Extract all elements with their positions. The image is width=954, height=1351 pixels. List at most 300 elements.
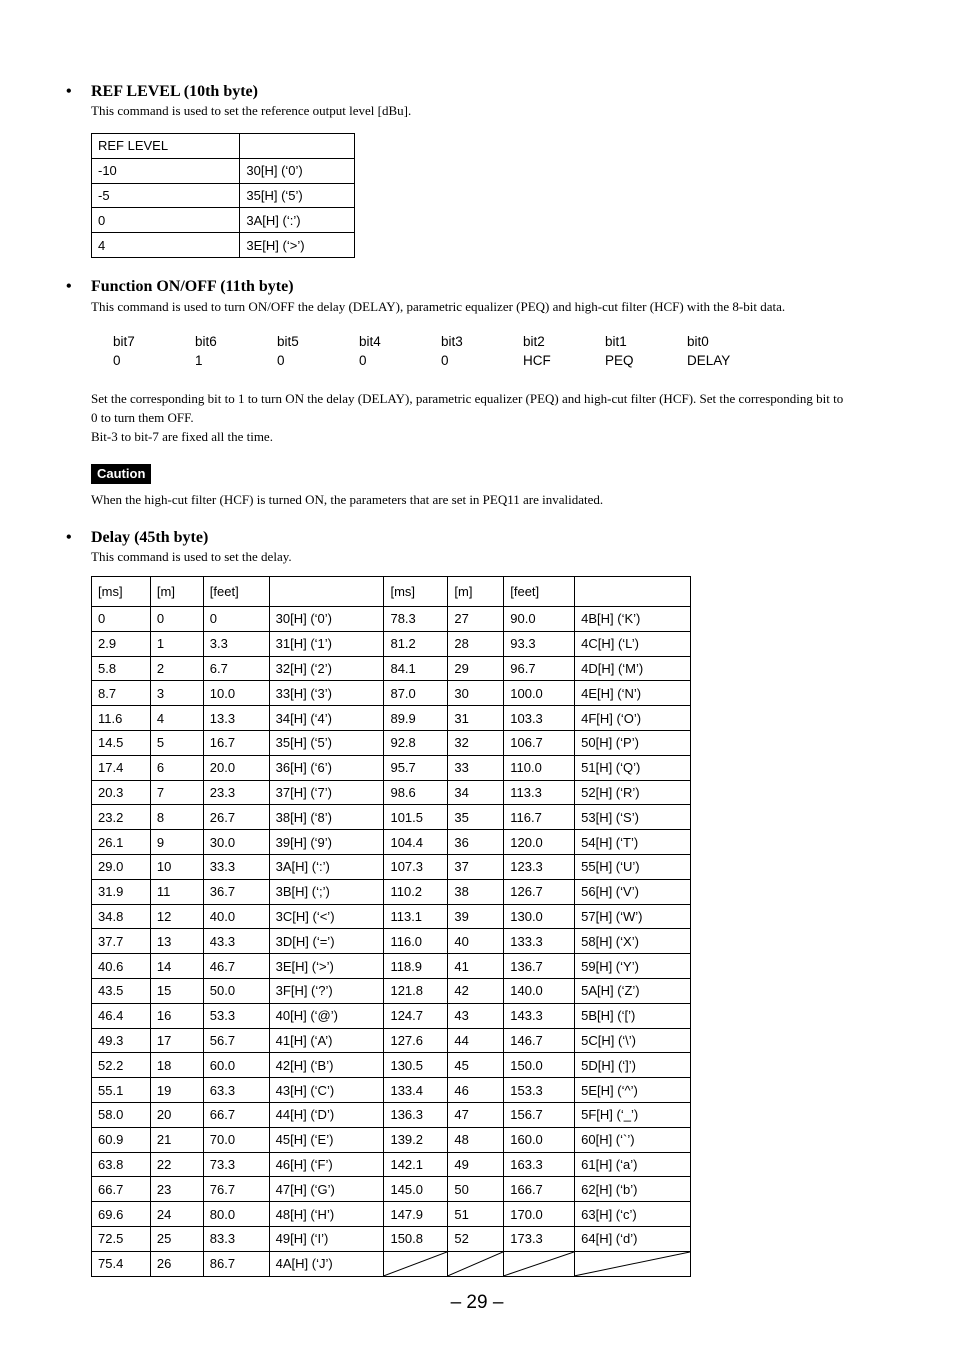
table-cell: 2.9 (92, 631, 151, 656)
bit-values-row (113, 353, 769, 372)
bullet: • (66, 278, 72, 295)
bit-label: bit0 (687, 334, 709, 349)
table-row (92, 1102, 691, 1127)
table-cell: 23 (150, 1177, 203, 1202)
table-cell: 61[H] (‘a’) (575, 1152, 691, 1177)
table-cell: 39[H] (‘9’) (269, 830, 384, 855)
table-cell (269, 577, 384, 607)
ref-level-heading-text: REF LEVEL (10th byte) (91, 83, 258, 100)
table-cell: 50[H] (‘P’) (575, 730, 691, 755)
table-cell: 18 (150, 1053, 203, 1078)
delay-description: This command is used to set the delay. (91, 549, 292, 564)
table-cell: 34[H] (‘4’) (269, 706, 384, 731)
table-cell: 39 (448, 904, 504, 929)
table-cell: 57[H] (‘W’) (575, 904, 691, 929)
table-cell: 3B[H] (‘;’) (269, 879, 384, 904)
table-cell: 23.3 (203, 780, 269, 805)
table-cell: 54[H] (‘T’) (575, 830, 691, 855)
table-cell: 47[H] (‘G’) (269, 1177, 384, 1202)
table-row (92, 978, 691, 1003)
table-cell: 3 (150, 681, 203, 706)
table-cell: 33 (448, 755, 504, 780)
table-header-row (92, 577, 691, 607)
table-cell: 32 (448, 730, 504, 755)
table-cell: 10.0 (203, 681, 269, 706)
table-cell: 38[H] (‘8’) (269, 805, 384, 830)
table-cell: 37 (448, 854, 504, 879)
table-row (92, 879, 691, 904)
table-cell: 44[H] (‘D’) (269, 1102, 384, 1127)
table-cell: 4D[H] (‘M’) (575, 656, 691, 681)
table-cell: 29.0 (92, 854, 151, 879)
table-cell: 46.4 (92, 1003, 151, 1028)
diagonal-slash-icon (384, 1252, 447, 1276)
table-cell: 95.7 (384, 755, 448, 780)
bullet: • (66, 529, 72, 546)
table-cell: 0 (150, 607, 203, 632)
table-cell: 36.7 (203, 879, 269, 904)
table-row (92, 607, 691, 632)
table-cell: 1 (150, 631, 203, 656)
table-cell: 37.7 (92, 929, 151, 954)
delay-heading-text: Delay (45th byte) (91, 529, 209, 546)
bit-value: HCF (523, 353, 551, 368)
table-cell: 104.4 (384, 830, 448, 855)
table-cell: 50 (448, 1177, 504, 1202)
table-cell: 10 (150, 854, 203, 879)
table-cell: 110.2 (384, 879, 448, 904)
table-cell: 5 (150, 730, 203, 755)
table-cell: 31.9 (92, 879, 151, 904)
table-cell: 9 (150, 830, 203, 855)
table-cell: 58.0 (92, 1102, 151, 1127)
table-cell: 3D[H] (‘=’) (269, 929, 384, 954)
table-cell: 8 (150, 805, 203, 830)
table-cell: 163.3 (504, 1152, 575, 1177)
bit-table (113, 334, 769, 372)
table-row (92, 183, 355, 208)
table-cell: 120.0 (504, 830, 575, 855)
table-cell: 55[H] (‘U’) (575, 854, 691, 879)
table-cell: 40[H] (‘@’) (269, 1003, 384, 1028)
ref-level-heading (66, 83, 258, 101)
table-cell: 24 (150, 1202, 203, 1227)
table-cell: 17 (150, 1028, 203, 1053)
table-cell: 43.3 (203, 929, 269, 954)
table-cell: 100.0 (504, 681, 575, 706)
table-cell: 139.2 (384, 1127, 448, 1152)
table-cell: -5 (92, 183, 240, 208)
table-row (92, 1177, 691, 1202)
table-cell: 13 (150, 929, 203, 954)
function-note-line2: Bit-3 to bit-7 are fixed all the time. (91, 429, 273, 444)
table-cell: 81.2 (384, 631, 448, 656)
table-cell: 53[H] (‘S’) (575, 805, 691, 830)
table-cell: 78.3 (384, 607, 448, 632)
table-cell: 146.7 (504, 1028, 575, 1053)
table-row (92, 233, 355, 258)
bullet: • (66, 83, 72, 100)
table-row (92, 1028, 691, 1053)
table-cell: 48 (448, 1127, 504, 1152)
table-cell: 0 (203, 607, 269, 632)
table-cell: 12 (150, 904, 203, 929)
table-cell: 50.0 (203, 978, 269, 1003)
table-cell: 3A[H] (‘:’) (240, 208, 355, 233)
table-cell: 4C[H] (‘L’) (575, 631, 691, 656)
table-cell: 4 (92, 233, 240, 258)
table-cell: 5.8 (92, 656, 151, 681)
table-cell: 98.6 (384, 780, 448, 805)
bit-label: bit6 (195, 334, 217, 349)
table-cell: 63.3 (203, 1078, 269, 1103)
table-row (92, 631, 691, 656)
table-cell: 83.3 (203, 1226, 269, 1251)
table-cell: [ms] (92, 577, 151, 607)
bit-label: bit3 (441, 334, 463, 349)
table-cell: 6 (150, 755, 203, 780)
table-cell: 124.7 (384, 1003, 448, 1028)
table-cell: 28 (448, 631, 504, 656)
table-cell: 136.7 (504, 954, 575, 979)
table-cell: 75.4 (92, 1251, 151, 1276)
page-number: – 29 – (450, 1292, 504, 1313)
table-cell: 64[H] (‘d’) (575, 1226, 691, 1251)
table-cell: 3C[H] (‘<’) (269, 904, 384, 929)
table-cell: 55.1 (92, 1078, 151, 1103)
table-cell: 38 (448, 879, 504, 904)
table-cell: 133.4 (384, 1078, 448, 1103)
table-cell: 51[H] (‘Q’) (575, 755, 691, 780)
table-row (92, 1127, 691, 1152)
bit-label: bit1 (605, 334, 627, 349)
table-row (92, 954, 691, 979)
bit-value: 0 (441, 353, 449, 368)
table-cell: 0 (92, 607, 151, 632)
table-cell: 14.5 (92, 730, 151, 755)
ref-level-description: This command is used to set the reference output level [dBu]. (91, 103, 412, 118)
table-cell: 6.7 (203, 656, 269, 681)
table-row (92, 1251, 691, 1276)
diagonal-slash-icon (448, 1252, 503, 1276)
table-row (92, 656, 691, 681)
table-cell: 45[H] (‘E’) (269, 1127, 384, 1152)
table-header-row (92, 134, 355, 159)
table-cell: 116.0 (384, 929, 448, 954)
table-cell: 43.5 (92, 978, 151, 1003)
table-cell: 41[H] (‘A’) (269, 1028, 384, 1053)
table-row (92, 1202, 691, 1227)
table-cell: 31[H] (‘1’) (269, 631, 384, 656)
table-cell: 89.9 (384, 706, 448, 731)
table-cell: 92.8 (384, 730, 448, 755)
table-row (92, 830, 691, 855)
bit-label: bit2 (523, 334, 545, 349)
table-cell: 72.5 (92, 1226, 151, 1251)
table-cell: 46 (448, 1078, 504, 1103)
table-cell: 70.0 (203, 1127, 269, 1152)
table-cell: 35[H] (‘5’) (240, 183, 355, 208)
table-cell: 51 (448, 1202, 504, 1227)
table-cell: 47 (448, 1102, 504, 1127)
table-cell: 66.7 (92, 1177, 151, 1202)
table-cell: 11 (150, 879, 203, 904)
table-cell: 153.3 (504, 1078, 575, 1103)
table-cell: 116.7 (504, 805, 575, 830)
table-cell: 40.6 (92, 954, 151, 979)
table-cell: 130.5 (384, 1053, 448, 1078)
table-cell: 46.7 (203, 954, 269, 979)
table-cell: 49[H] (‘I’) (269, 1226, 384, 1251)
table-cell: 2 (150, 656, 203, 681)
table-row (92, 681, 691, 706)
table-cell: 7 (150, 780, 203, 805)
bit-value: DELAY (687, 353, 731, 368)
table-cell: 5D[H] (‘]’) (575, 1053, 691, 1078)
bit-value: PEQ (605, 353, 634, 368)
table-cell: 53.3 (203, 1003, 269, 1028)
table-cell: 14 (150, 954, 203, 979)
table-cell: 142.1 (384, 1152, 448, 1177)
table-cell: 136.3 (384, 1102, 448, 1127)
table-cell: 40.0 (203, 904, 269, 929)
table-cell: 49.3 (92, 1028, 151, 1053)
table-cell: 156.7 (504, 1102, 575, 1127)
table-cell: 34.8 (92, 904, 151, 929)
table-cell: 13.3 (203, 706, 269, 731)
table-cell: 147.9 (384, 1202, 448, 1227)
table-cell: 4A[H] (‘J’) (269, 1251, 384, 1276)
table-cell: 3E[H] (‘>’) (269, 954, 384, 979)
table-cell: 30[H] (‘0’) (269, 607, 384, 632)
table-cell: 103.3 (504, 706, 575, 731)
table-cell: 3.3 (203, 631, 269, 656)
ref-level-table (91, 133, 355, 258)
table-cell: 29 (448, 656, 504, 681)
table-cell: 16 (150, 1003, 203, 1028)
empty-cell-slash (384, 1251, 448, 1276)
table-cell: 60[H] (‘`’) (575, 1127, 691, 1152)
ref-level-table-body (92, 134, 355, 258)
table-cell: 52[H] (‘R’) (575, 780, 691, 805)
table-cell: 48[H] (‘H’) (269, 1202, 384, 1227)
table-cell: 27 (448, 607, 504, 632)
table-cell: 84.1 (384, 656, 448, 681)
table-row (92, 1003, 691, 1028)
table-cell: [m] (448, 577, 504, 607)
caution-text: When the high-cut filter (HCF) is turned ON, the parameters that are set in PEQ11 are invalidated. (91, 492, 604, 507)
table-cell: 3F[H] (‘?’) (269, 978, 384, 1003)
bit-label: bit7 (113, 334, 135, 349)
table-cell: 113.1 (384, 904, 448, 929)
table-cell: 8.7 (92, 681, 151, 706)
table-cell: 173.3 (504, 1226, 575, 1251)
table-cell: 20.3 (92, 780, 151, 805)
table-cell: 33.3 (203, 854, 269, 879)
table-cell: 40 (448, 929, 504, 954)
table-cell: 90.0 (504, 607, 575, 632)
table-cell: 30.0 (203, 830, 269, 855)
table-cell: 52.2 (92, 1053, 151, 1078)
table-row (92, 730, 691, 755)
table-cell: 31 (448, 706, 504, 731)
table-cell: 145.0 (384, 1177, 448, 1202)
table-cell: 166.7 (504, 1177, 575, 1202)
table-cell: REF LEVEL (92, 134, 240, 159)
table-cell: 36 (448, 830, 504, 855)
table-cell (575, 577, 691, 607)
empty-cell-slash (575, 1251, 691, 1276)
table-cell: 35 (448, 805, 504, 830)
table-cell: 101.5 (384, 805, 448, 830)
table-cell: 4B[H] (‘K’) (575, 607, 691, 632)
table-cell: 56.7 (203, 1028, 269, 1053)
table-cell: 5E[H] (‘^’) (575, 1078, 691, 1103)
table-cell: [ms] (384, 577, 448, 607)
table-cell: 15 (150, 978, 203, 1003)
table-cell: 41 (448, 954, 504, 979)
table-row (92, 755, 691, 780)
table-cell: 76.7 (203, 1177, 269, 1202)
bit-label: bit5 (277, 334, 299, 349)
table-row (92, 1078, 691, 1103)
table-cell: 118.9 (384, 954, 448, 979)
table-cell: 43 (448, 1003, 504, 1028)
table-cell: 150.0 (504, 1053, 575, 1078)
table-cell: 11.6 (92, 706, 151, 731)
table-cell: 30[H] (‘0’) (240, 158, 355, 183)
table-cell: 127.6 (384, 1028, 448, 1053)
delay-table (91, 576, 691, 1277)
table-cell: 20.0 (203, 755, 269, 780)
table-cell: 5B[H] (‘[’) (575, 1003, 691, 1028)
table-cell (240, 134, 355, 159)
table-cell: 4F[H] (‘O’) (575, 706, 691, 731)
bit-value: 0 (359, 353, 367, 368)
table-cell: 150.8 (384, 1226, 448, 1251)
table-cell: 123.3 (504, 854, 575, 879)
table-cell: [feet] (203, 577, 269, 607)
function-onoff-description: This command is used to turn ON/OFF the delay (DELAY), parametric equalizer (PEQ) and high-cut filter (HCF) with the 8-bit data. (91, 299, 786, 314)
table-cell: 140.0 (504, 978, 575, 1003)
table-cell: 58[H] (‘X’) (575, 929, 691, 954)
table-cell: 42[H] (‘B’) (269, 1053, 384, 1078)
table-cell: 44 (448, 1028, 504, 1053)
table-cell: 26.1 (92, 830, 151, 855)
table-row (92, 929, 691, 954)
table-cell: 36[H] (‘6’) (269, 755, 384, 780)
table-cell: 113.3 (504, 780, 575, 805)
table-cell: -10 (92, 158, 240, 183)
function-onoff-heading-text: Function ON/OFF (11th byte) (91, 278, 294, 295)
table-cell: 59[H] (‘Y’) (575, 954, 691, 979)
table-cell: 121.8 (384, 978, 448, 1003)
table-cell: 30 (448, 681, 504, 706)
table-cell: 22 (150, 1152, 203, 1177)
table-cell: 17.4 (92, 755, 151, 780)
table-cell: 4E[H] (‘N’) (575, 681, 691, 706)
table-cell: 126.7 (504, 879, 575, 904)
table-row (92, 805, 691, 830)
table-cell: 0 (92, 208, 240, 233)
table-cell: [feet] (504, 577, 575, 607)
table-cell: 25 (150, 1226, 203, 1251)
table-cell: 3E[H] (‘>’) (240, 233, 355, 258)
table-cell: 52 (448, 1226, 504, 1251)
table-cell: 3A[H] (‘:’) (269, 854, 384, 879)
table-row (92, 1053, 691, 1078)
delay-table-body (92, 577, 691, 1277)
table-cell: 69.6 (92, 1202, 151, 1227)
table-cell: 35[H] (‘5’) (269, 730, 384, 755)
table-cell: 87.0 (384, 681, 448, 706)
table-cell: 32[H] (‘2’) (269, 656, 384, 681)
table-cell: 170.0 (504, 1202, 575, 1227)
caution-badge: Caution (91, 464, 151, 484)
table-cell: 93.3 (504, 631, 575, 656)
table-row (92, 780, 691, 805)
table-cell: 37[H] (‘7’) (269, 780, 384, 805)
table-cell: 4 (150, 706, 203, 731)
table-cell: 23.2 (92, 805, 151, 830)
table-cell: 110.0 (504, 755, 575, 780)
table-cell: 34 (448, 780, 504, 805)
bit-value: 0 (277, 353, 285, 368)
diagonal-slash-icon (504, 1252, 574, 1276)
table-cell: 60.0 (203, 1053, 269, 1078)
table-cell: 66.7 (203, 1102, 269, 1127)
table-row (92, 706, 691, 731)
bit-value: 1 (195, 353, 203, 368)
bit-value: 0 (113, 353, 121, 368)
table-cell: 5C[H] (‘\’) (575, 1028, 691, 1053)
table-cell: 45 (448, 1053, 504, 1078)
table-row (92, 208, 355, 233)
table-cell: [m] (150, 577, 203, 607)
table-row (92, 854, 691, 879)
diagonal-slash-icon (575, 1252, 690, 1276)
table-cell: 26.7 (203, 805, 269, 830)
table-cell: 42 (448, 978, 504, 1003)
table-cell: 96.7 (504, 656, 575, 681)
table-cell: 26 (150, 1251, 203, 1276)
table-cell: 133.3 (504, 929, 575, 954)
table-cell: 20 (150, 1102, 203, 1127)
table-cell: 16.7 (203, 730, 269, 755)
table-cell: 73.3 (203, 1152, 269, 1177)
function-note-line1: Set the corresponding bit to 1 to turn ON the delay (DELAY), parametric equalizer (PEQ) and high-cut filter (HCF). Set the corresponding bit to 0 to turn them OFF. (91, 391, 844, 425)
table-cell: 160.0 (504, 1127, 575, 1152)
empty-cell-slash (504, 1251, 575, 1276)
table-cell: 43[H] (‘C’) (269, 1078, 384, 1103)
table-cell: 63.8 (92, 1152, 151, 1177)
table-cell: 56[H] (‘V’) (575, 879, 691, 904)
table-cell: 60.9 (92, 1127, 151, 1152)
table-cell: 5A[H] (‘Z’) (575, 978, 691, 1003)
table-row (92, 158, 355, 183)
table-row (92, 1152, 691, 1177)
bit-label: bit4 (359, 334, 381, 349)
table-row (92, 1226, 691, 1251)
table-cell: 21 (150, 1127, 203, 1152)
table-cell: 46[H] (‘F’) (269, 1152, 384, 1177)
function-onoff-heading (66, 278, 294, 296)
delay-heading (66, 529, 208, 547)
table-cell: 86.7 (203, 1251, 269, 1276)
table-cell: 130.0 (504, 904, 575, 929)
table-cell: 107.3 (384, 854, 448, 879)
table-cell: 63[H] (‘c’) (575, 1202, 691, 1227)
